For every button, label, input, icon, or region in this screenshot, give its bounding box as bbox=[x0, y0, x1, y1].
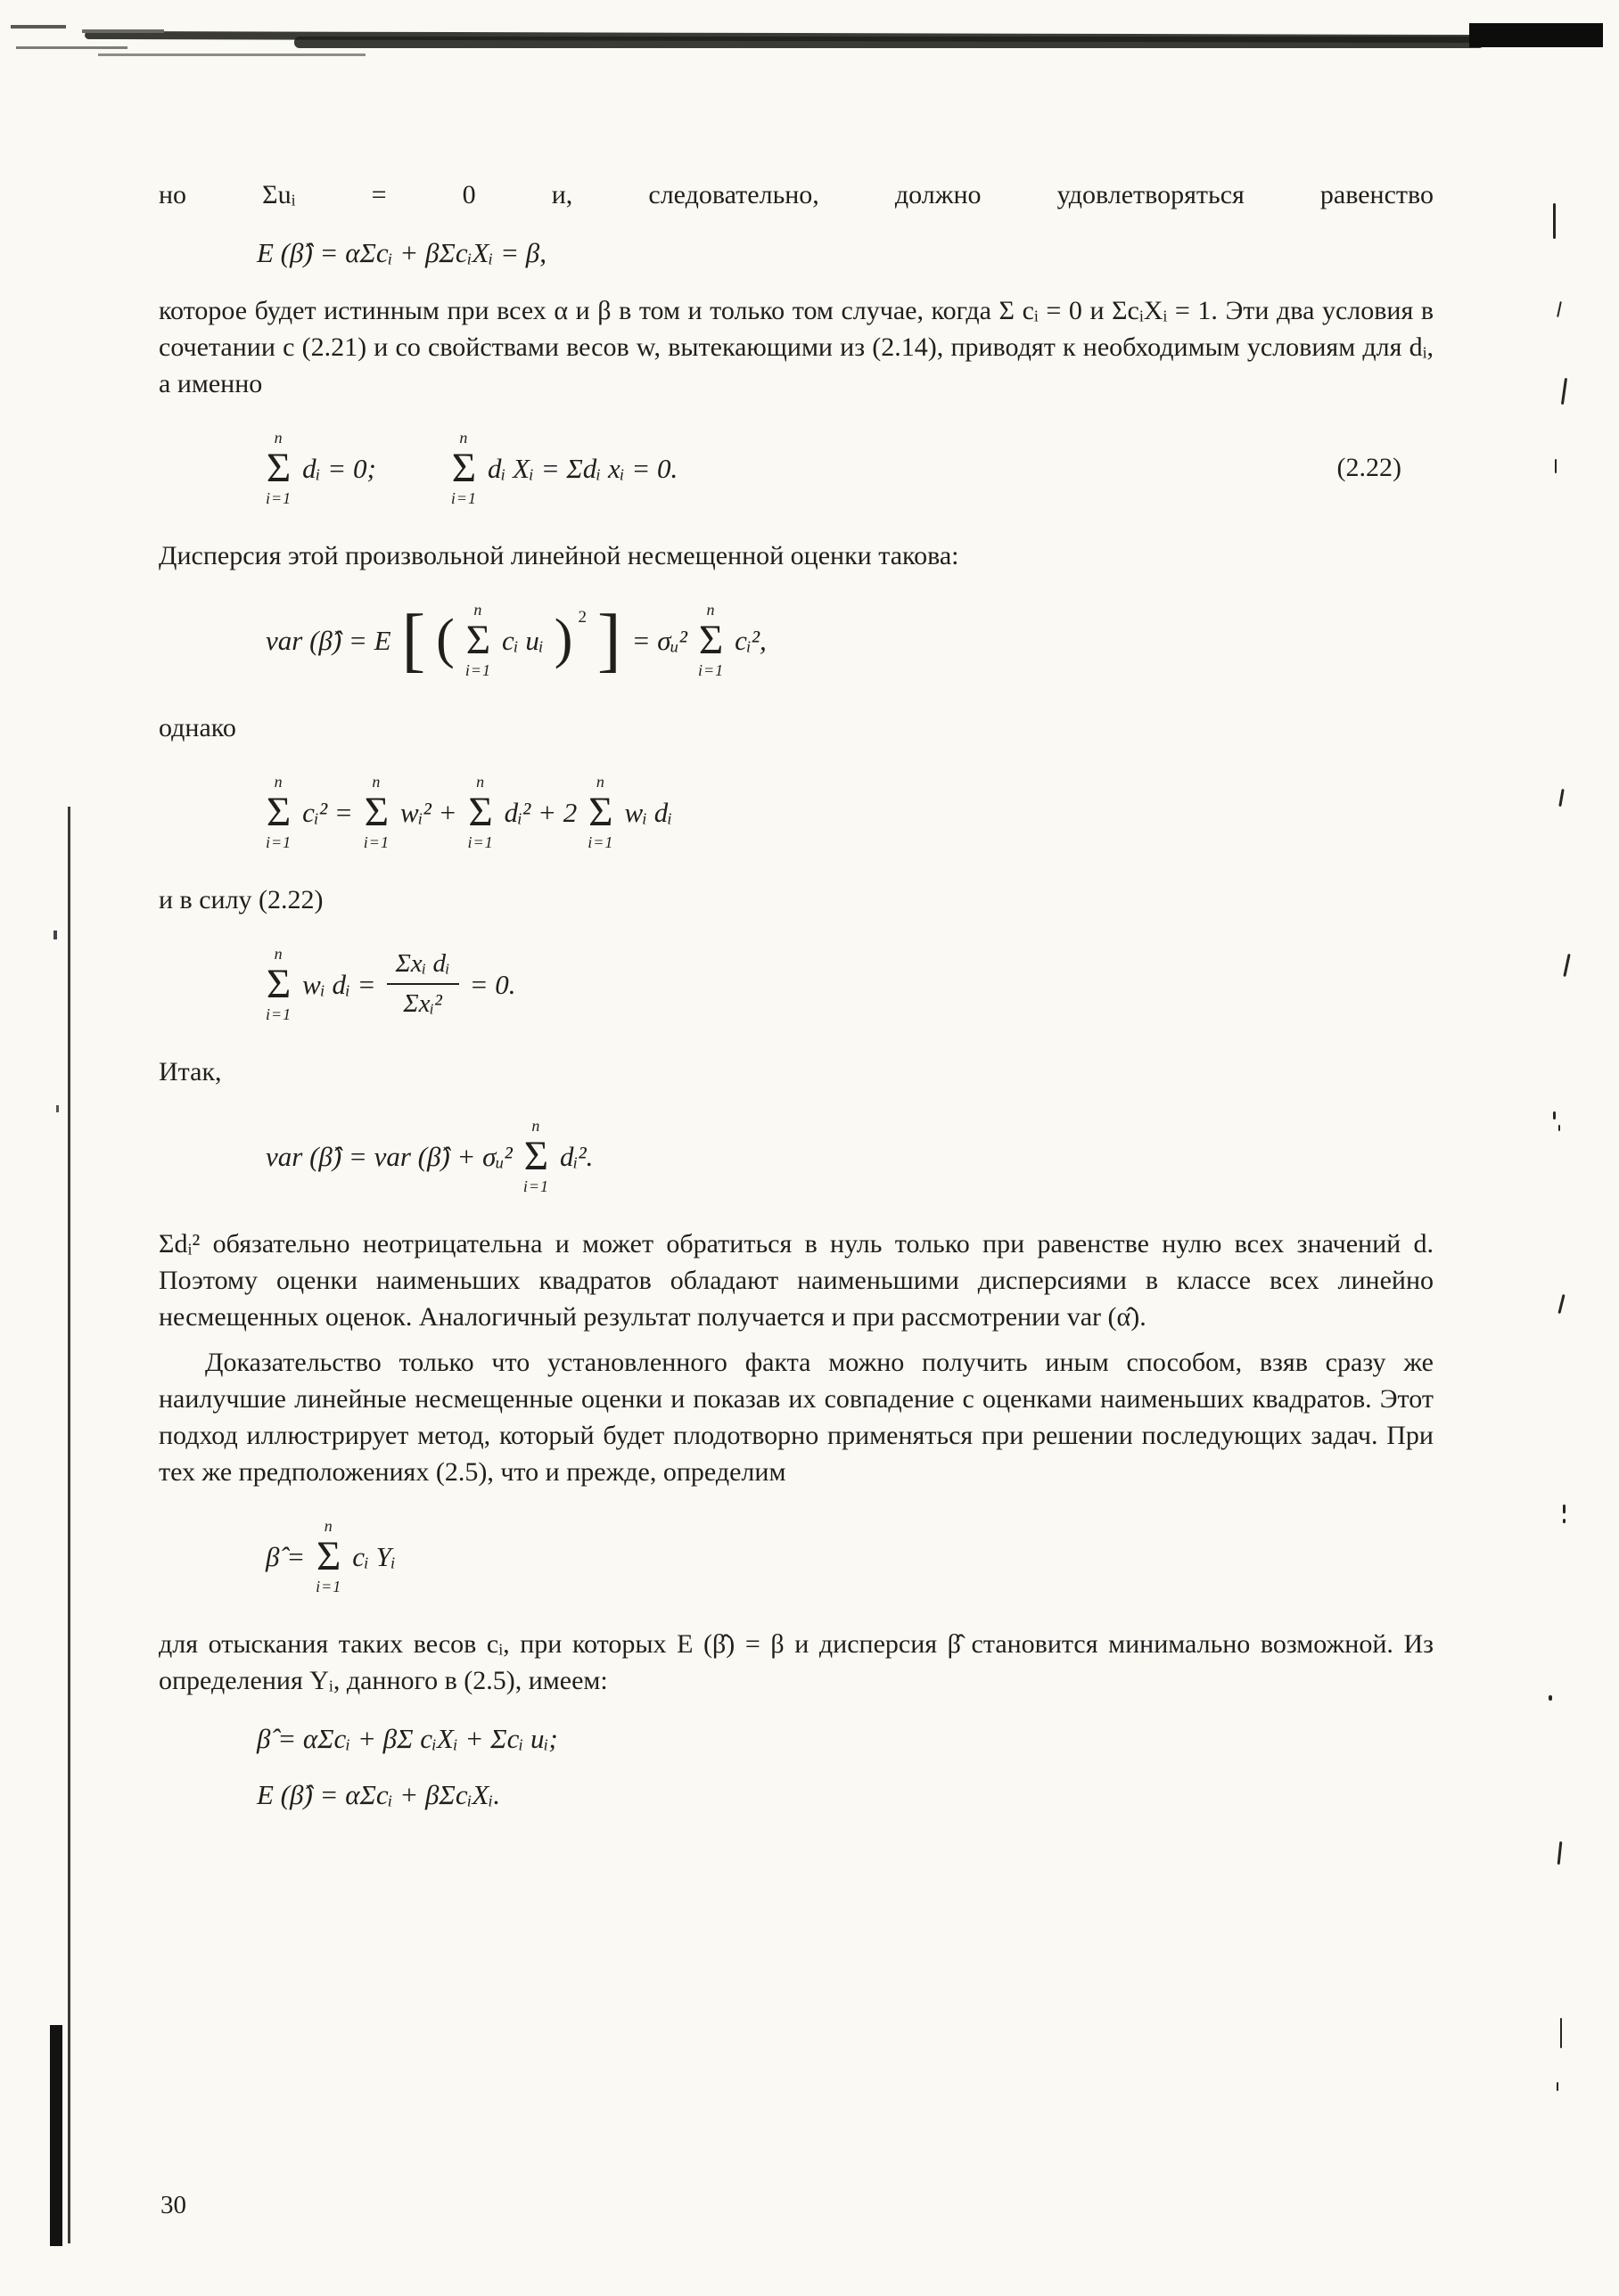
fraction-numerator: Σxᵢ dᵢ bbox=[387, 948, 459, 985]
sum-upper-limit: n bbox=[324, 1517, 333, 1536]
formula-text: cᵢ uᵢ bbox=[501, 624, 544, 656]
left-bracket: [ bbox=[401, 601, 426, 680]
scan-speck bbox=[1557, 1841, 1563, 1865]
scan-speck bbox=[1553, 203, 1556, 239]
sigma-symbol: Σ bbox=[266, 960, 292, 1007]
formula-variance-decomposition bbox=[266, 1117, 1434, 1195]
formula-text: var (β̂̂) = var (β̂) + σᵤ² bbox=[266, 1140, 513, 1172]
big-sigma-sum bbox=[588, 773, 613, 851]
scan-artifact-dash bbox=[82, 29, 164, 33]
scan-speck bbox=[53, 931, 57, 939]
sum-lower-limit: i=1 bbox=[450, 488, 477, 507]
formula-expectation-beta bbox=[257, 1778, 1434, 1811]
formula-beta-hat-definition bbox=[266, 1517, 1434, 1595]
left-paren: ( bbox=[436, 609, 455, 670]
formula-expectation-condition bbox=[257, 236, 1434, 269]
sum-group bbox=[266, 429, 376, 507]
formula-text: E (β̂) = αΣcᵢ + βΣcᵢXᵢ. bbox=[257, 1779, 501, 1811]
scan-artifact-left-vertical-line bbox=[68, 807, 70, 2243]
scan-speck bbox=[1558, 789, 1564, 807]
formula-text: β̂ = αΣcᵢ + βΣ cᵢXᵢ + Σcᵢ uᵢ; bbox=[257, 1723, 558, 1755]
scan-artifact-faint-line bbox=[98, 53, 366, 56]
sum-lower-limit: i=1 bbox=[697, 660, 725, 679]
formula-text: E (β̂̂) = αΣcᵢ + βΣcᵢXᵢ = β, bbox=[257, 237, 547, 268]
scan-artifact-top-right-block bbox=[1469, 23, 1603, 47]
big-sigma-sum bbox=[266, 773, 292, 851]
scan-speck bbox=[1560, 2018, 1562, 2048]
sum-upper-limit: n bbox=[372, 773, 382, 791]
paragraph-proof: Доказательство только что установленного факта можно получить иным способом, взяв сразу же наилучшие линейные несмещенные оценки и показав их совпадение с оценками наименьших квадратов. Этот подход иллюстрирует метод, который будет плодотворно применяться при решении последующих задач. При тех же предположениях (2.5), что и прежде, определим bbox=[159, 1348, 1434, 1488]
formula-text: = σᵤ² bbox=[631, 624, 687, 656]
sigma-symbol: Σ bbox=[266, 788, 292, 835]
big-sigma-sum bbox=[465, 601, 491, 679]
equation-number: (2.22) bbox=[1336, 453, 1401, 483]
formula-text: cᵢ², bbox=[735, 624, 767, 656]
formula-fraction bbox=[266, 945, 1434, 1023]
big-sigma-sum bbox=[523, 1117, 549, 1195]
page-content bbox=[159, 176, 1434, 1835]
formula-text: dᵢ². bbox=[559, 1140, 594, 1172]
sum-lower-limit: i=1 bbox=[316, 1577, 342, 1595]
formula-text: dᵢ Xᵢ = Σdᵢ xᵢ = 0. bbox=[487, 452, 678, 484]
sigma-symbol: Σ bbox=[468, 788, 493, 835]
sigma-symbol: Σ bbox=[465, 616, 491, 663]
scan-speck bbox=[1557, 301, 1562, 317]
fraction bbox=[387, 948, 459, 1020]
sum-lower-limit: i=1 bbox=[266, 488, 292, 507]
scan-speck bbox=[1563, 1519, 1566, 1523]
sigma-symbol: Σ bbox=[523, 1132, 549, 1179]
sum-upper-limit: n bbox=[596, 773, 605, 791]
sum-lower-limit: i=1 bbox=[522, 1177, 549, 1195]
scan-speck bbox=[56, 1105, 59, 1112]
sigma-symbol: Σ bbox=[316, 1532, 341, 1579]
paragraph-however: однако bbox=[159, 713, 236, 743]
sum-lower-limit: i=1 bbox=[363, 832, 390, 851]
formula-text: β̂ = bbox=[266, 1540, 306, 1572]
formula-2-22 bbox=[266, 429, 1434, 507]
formula-text: wᵢ² + bbox=[399, 796, 457, 828]
big-sigma-sum bbox=[266, 429, 292, 507]
sum-lower-limit: i=1 bbox=[467, 832, 494, 851]
sum-upper-limit: n bbox=[706, 601, 716, 619]
scan-speck bbox=[1558, 1125, 1560, 1131]
sum-upper-limit: n bbox=[459, 429, 469, 447]
formula-variance bbox=[266, 601, 1434, 679]
paragraph-thus: Итак, bbox=[159, 1057, 222, 1087]
paragraph-nonnegative: Σdᵢ² обязательно неотрицательна и может обратиться в нуль только при равенстве нулю всех значений d. Поэтому оценки наименьших квадратов обладают наименьшими дисперсиями в классе всех линейно несмещенных оценок. Аналогичный результат получается и при рассмотрении var (α̂). bbox=[159, 1229, 1434, 1332]
formula-beta-expansion bbox=[257, 1722, 1434, 1755]
sum-lower-limit: i=1 bbox=[266, 832, 292, 851]
fraction-denominator: Σxᵢ² bbox=[403, 989, 442, 1019]
sigma-symbol: Σ bbox=[588, 788, 613, 835]
scan-artifact-top-band-dark bbox=[294, 37, 1484, 48]
formula-text: = 0. bbox=[469, 968, 516, 1000]
big-sigma-sum bbox=[364, 773, 390, 851]
sum-upper-limit: n bbox=[274, 429, 284, 447]
sum-upper-limit: n bbox=[473, 601, 483, 619]
paragraph-weights: для отыскания таких весов cᵢ, при которых E (β̂) = β и дисперсия β̂ становится минимально возможной. Из определения Yᵢ, данного в (2.5), имеем: bbox=[159, 1629, 1434, 1696]
sum-upper-limit: n bbox=[476, 773, 486, 791]
sum-group bbox=[451, 429, 678, 507]
scan-speck bbox=[1557, 2082, 1558, 2091]
sum-upper-limit: n bbox=[531, 1117, 541, 1136]
formula-text: wᵢ dᵢ = bbox=[302, 968, 376, 1000]
scan-artifact-dash bbox=[16, 46, 127, 49]
sum-lower-limit: i=1 bbox=[588, 832, 614, 851]
paragraph-by-2-22: и в силу (2.22) bbox=[159, 885, 324, 915]
right-bracket: ] bbox=[596, 601, 621, 680]
sigma-symbol: Σ bbox=[266, 444, 292, 491]
scan-artifact-left-black-bar bbox=[50, 2025, 62, 2246]
sum-upper-limit: n bbox=[274, 773, 284, 791]
scan-speck bbox=[1557, 1294, 1565, 1314]
scan-artifact-dash bbox=[11, 25, 66, 29]
paragraph-intro: но Σuᵢ = 0 и, следовательно, должно удовлетворяться равенство bbox=[159, 180, 1434, 209]
paragraph-conditions: которое будет истинным при всех α и β в том и только том случае, когда Σ cᵢ = 0 и ΣcᵢXᵢ = 1. Эти два условия в сочетании с (2.21) и со свойствами весов w, вытекающими из (2.14), приводят к необходимым условиям для dᵢ, а именно bbox=[159, 296, 1434, 399]
formula-text: dᵢ² + 2 bbox=[504, 796, 578, 828]
formula-text: cᵢ Yᵢ bbox=[352, 1540, 396, 1572]
paragraph-variance-intro: Дисперсия этой произвольной линейной несмещенной оценки такова: bbox=[159, 541, 959, 571]
formula-text: wᵢ dᵢ bbox=[624, 796, 673, 828]
formula-text: dᵢ = 0; bbox=[302, 452, 376, 484]
formula-text: cᵢ² = bbox=[302, 796, 353, 828]
superscript-2: 2 bbox=[578, 608, 587, 627]
sigma-symbol: Σ bbox=[364, 788, 390, 835]
big-sigma-sum bbox=[468, 773, 494, 851]
page-number: 30 bbox=[160, 2191, 186, 2219]
scan-speck bbox=[1549, 1695, 1552, 1701]
big-sigma-sum bbox=[316, 1517, 341, 1595]
scan-speck bbox=[1553, 1111, 1556, 1119]
big-sigma-sum bbox=[698, 601, 724, 679]
scan-speck bbox=[1563, 1505, 1566, 1513]
sum-lower-limit: i=1 bbox=[464, 660, 491, 679]
formula-sum-expansion bbox=[266, 773, 1434, 851]
sigma-symbol: Σ bbox=[698, 616, 724, 663]
sum-lower-limit: i=1 bbox=[266, 1004, 292, 1023]
scan-speck bbox=[1561, 378, 1567, 405]
scan-speck bbox=[1563, 954, 1570, 977]
formula-text: var (β̂̂) = E bbox=[266, 624, 391, 656]
sum-upper-limit: n bbox=[274, 945, 284, 964]
big-sigma-sum bbox=[266, 945, 292, 1023]
scan-speck bbox=[1555, 459, 1557, 473]
big-sigma-sum bbox=[451, 429, 477, 507]
right-paren: ) bbox=[554, 609, 573, 670]
sigma-symbol: Σ bbox=[451, 444, 477, 491]
